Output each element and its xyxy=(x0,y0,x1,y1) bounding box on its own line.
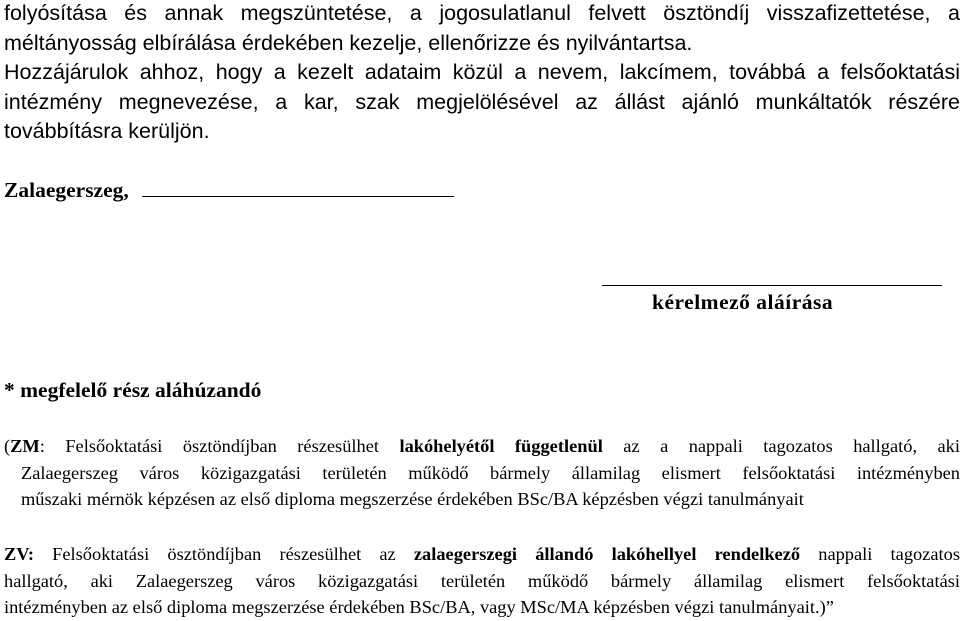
underline-instruction: * megfelelő rész aláhúzandó xyxy=(4,378,262,402)
zv-line-1: ZV: Felsőoktatási ösztöndíjban részesülhet az zalaegerszegi állandó lakóhellyel rendelkező nappali tagozatos xyxy=(4,544,960,564)
consent-paragraph xyxy=(4,0,960,147)
zm-description xyxy=(4,433,960,513)
signature-line[interactable] xyxy=(602,285,942,286)
place-label: Zalaegerszeg, xyxy=(4,178,129,202)
zv-description xyxy=(4,541,960,621)
consent-line: folyósítása és annak megszüntetése, a jogosulatlanul felvett ösztöndíj visszafizettetése, a xyxy=(4,1,960,25)
signature-label: kérelmező aláírása xyxy=(652,290,834,314)
place-date-row xyxy=(4,176,604,203)
zm-line-1: (ZM: Felsőoktatási ösztöndíjban részesülhet lakóhelyétől függetlenül az a nappali tagozatos hallgató, aki xyxy=(4,436,960,456)
zm-line-2: Zalaegerszeg város közigazgatási területén működő bármely államilag elismert felsőoktatási intézményben xyxy=(21,462,960,483)
zv-line-2: hallgató, aki Zalaegerszeg város közigazgatási területén működő bármely államilag elismert felsőoktatási xyxy=(4,570,960,591)
zm-line-3: műszaki mérnök képzésen az első diploma megszerzése érdekében BSc/BA képzésben végzi tanulmányait xyxy=(21,489,804,509)
zv-code: ZV: xyxy=(4,544,34,564)
date-blank-line[interactable] xyxy=(142,176,454,197)
consent-line: továbbításra kerüljön. xyxy=(4,119,210,143)
zv-line-3: intézményben az első diploma megszerzése érdekében BSc/BA, vagy MSc/MA képzésben végzi tanulmányait.)” xyxy=(4,597,834,617)
zm-code: ZM xyxy=(10,436,40,456)
consent-line: Hozzájárulok ahhoz, hogy a kezelt adataim közül a nevem, lakcímem, továbbá a felsőoktatási xyxy=(4,60,960,84)
consent-line: intézmény megnevezése, a kar, szak megjelölésével az állást ajánló munkáltatók részére xyxy=(4,89,960,114)
consent-line: méltányosság elbírálása érdekében kezelje, ellenőrizze és nyilvántartsa. xyxy=(4,30,693,55)
